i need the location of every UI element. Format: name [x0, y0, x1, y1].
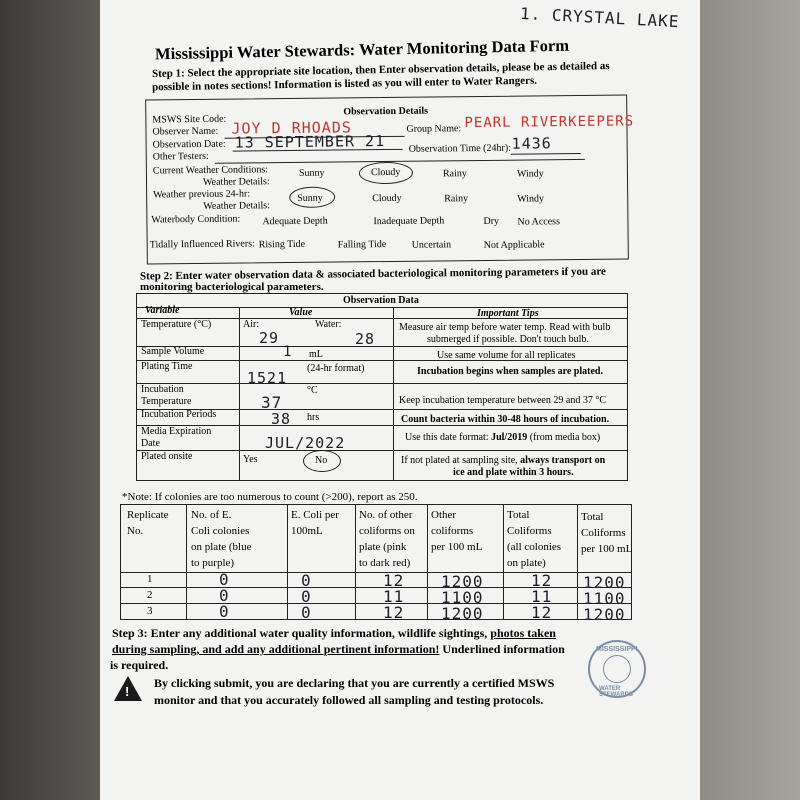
colony-table [120, 504, 633, 624]
plating-time-tip: Incubation begins when samples are plated. [417, 366, 603, 377]
current-weather-rainy[interactable]: Rainy [442, 168, 467, 180]
header-other-coliforms-on-plate: No. of other coliforms on plate (pink to dark red) [359, 509, 415, 569]
prev-weather-rainy[interactable]: Rainy [444, 193, 469, 205]
plating-time-value[interactable]: 1521 [247, 369, 288, 387]
desk-right [700, 0, 800, 800]
plated-onsite-selected-circle [303, 450, 341, 472]
col-variable-header: Variable [145, 305, 180, 316]
observation-details-box [145, 94, 635, 264]
current-weather-details-label: Weather Details: [202, 176, 270, 188]
observation-time-value[interactable]: 1436 [511, 134, 552, 153]
prev-weather-windy[interactable]: Windy [517, 193, 545, 205]
observation-details-title: Observation Details [343, 105, 429, 118]
table-row-1-ecoli[interactable]: 0 [219, 570, 230, 589]
incubation-periods-tip: Count bacteria within 30-48 hours of incubation. [401, 414, 610, 425]
group-name-value[interactable]: PEARL RIVERKEEPERS [464, 113, 635, 132]
current-weather-selected-circle [359, 162, 413, 185]
waterbody-dry[interactable]: Dry [483, 215, 500, 227]
water-temp-value[interactable]: 28 [355, 330, 376, 348]
observation-date-label: Observation Date: [152, 138, 226, 151]
table-row-2-replicate: 2 [147, 589, 153, 601]
table-row-1-other-coliforms[interactable]: 12 [383, 571, 405, 590]
table-row-1-other-per-100ml[interactable]: 1200 [441, 572, 484, 591]
table-row-2-ecoli-per-100ml[interactable]: 0 [301, 587, 312, 606]
incubation-periods-label: Incubation Periods [141, 409, 217, 420]
mississippi-water-stewards-seal: MISSISSIPPI WATER STEWARDS [588, 640, 646, 698]
plated-onsite-tip1: If not plated at sampling site, always transport on [401, 455, 606, 466]
plating-time-label: Plating Time [141, 361, 193, 372]
table-row-1-total-coliforms[interactable]: 12 [531, 571, 553, 590]
sample-volume-label: Sample Volume [141, 346, 205, 357]
temperature-tip2: submerged if possible. Don't touch bulb. [427, 334, 589, 345]
table-row-2-ecoli[interactable]: 0 [219, 586, 230, 605]
observation-date-value[interactable]: 13 SEPTEMBER 21 [234, 132, 386, 152]
header-other-coliforms-per-100ml: Other coliforms per 100 mL [431, 509, 483, 553]
incubation-periods-value[interactable]: 38 [271, 410, 292, 428]
header-ecoli-per-100ml: E. Coli per 100mL [291, 509, 339, 537]
step1-line2: possible in notes sections! Information is listed as you will enter to Water Rangers. [151, 74, 538, 94]
table-row-3-total-coliforms[interactable]: 12 [531, 603, 553, 622]
observation-data-title: Observation Data [343, 295, 419, 306]
header-total-coliforms: Total Coliforms (all colonies on plate) [507, 509, 562, 569]
media-expiration-label2: Date [141, 438, 160, 449]
sample-volume-value[interactable]: 1 [283, 344, 293, 360]
col-tips-header: Important Tips [477, 308, 539, 319]
warning-exclamation-icon: ! [125, 684, 130, 699]
tidal-uncertain[interactable]: Uncertain [411, 239, 452, 251]
air-temp-value[interactable]: 29 [259, 329, 280, 347]
observation-time-label: Observation Time (24hr): [408, 142, 511, 155]
prev-weather-cloudy[interactable]: Cloudy [372, 192, 402, 205]
header-ecoli-colonies: No. of E. Coli colonies on plate (blue to purple) [191, 509, 252, 569]
air-label: Air: [243, 319, 260, 330]
current-weather-sunny[interactable]: Sunny [298, 167, 325, 179]
temperature-label: Temperature (°C) [141, 319, 212, 330]
step1-line1: Step 1: Select the appropriate site location, then Enter observation details, please be as detailed as [151, 60, 610, 80]
table-row-2-total-coliforms[interactable]: 11 [531, 587, 553, 606]
incubation-temp-label1: Incubation [141, 384, 184, 395]
waterbody-inadequate[interactable]: Inadequate Depth [373, 215, 445, 228]
media-expiration-label1: Media Expiration [141, 426, 212, 437]
tidal-rising[interactable]: Rising Tide [258, 238, 306, 251]
form-title: Mississippi Water Stewards: Water Monitoring Data Form [154, 35, 570, 64]
sample-volume-tip: Use same volume for all replicates [437, 350, 576, 361]
table-row-3-other-per-100ml[interactable]: 1200 [441, 604, 484, 623]
table-row-3-ecoli-per-100ml[interactable]: 0 [301, 603, 312, 622]
corner-note: 1. CRYSTAL LAKE [519, 3, 680, 32]
plating-time-unit: (24-hr format) [307, 363, 365, 374]
tidal-not-applicable[interactable]: Not Applicable [483, 239, 545, 251]
table-row-2-total-per-100ml[interactable]: 1100 [583, 589, 626, 608]
table-row-1-total-per-100ml[interactable]: 1200 [583, 573, 626, 592]
incubation-temp-label2: Temperature [141, 396, 192, 407]
prev-weather-details-label: Weather Details: [203, 200, 270, 212]
current-weather-label: Current Weather Conditions: [152, 164, 269, 177]
sample-volume-unit: mL [309, 349, 323, 360]
incubation-temp-value[interactable]: 37 [261, 393, 283, 412]
step3-line1: Step 3: Enter any additional water quality information, wildlife sightings, photos taken [112, 626, 556, 640]
step3-line3: is required. [110, 658, 169, 672]
waterbody-no-access[interactable]: No Access [517, 216, 561, 228]
table-row-3-ecoli[interactable]: 0 [219, 602, 230, 621]
plated-onsite-no[interactable]: No [315, 455, 328, 466]
table-row-1-ecoli-per-100ml[interactable]: 0 [301, 571, 312, 590]
waterbody-adequate[interactable]: Adequate Depth [262, 215, 328, 228]
step2-line2: monitoring bacteriological parameters. [140, 281, 324, 293]
table-row-3-total-per-100ml[interactable]: 1200 [583, 605, 626, 624]
incubation-periods-unit: hrs [307, 412, 320, 423]
observer-name-value[interactable]: JOY D RHOADS [231, 118, 352, 138]
data-form-paper [100, 0, 700, 800]
observation-data-table [136, 293, 628, 481]
table-row-2-other-coliforms[interactable]: 11 [383, 587, 405, 606]
incubation-temp-unit: °C [307, 385, 318, 396]
step3-line2: during sampling, and add any additional pertinent information! Underlined information [112, 642, 565, 656]
table-row-1-replicate: 1 [147, 573, 153, 585]
media-expiration-value[interactable]: JUL/2022 [265, 434, 346, 452]
declaration-line2: monitor and that you accurately followed all sampling and testing protocols. [154, 693, 544, 707]
header-total-coliforms-per-100ml: Total Coliforms per 100 mL [581, 511, 633, 555]
colony-note: *Note: If colonies are too numerous to count (>200), report as 250. [122, 491, 418, 503]
observer-name-label: Observer Name: [152, 125, 219, 138]
incubation-temp-tip: Keep incubation temperature between 29 and 37 °C [399, 395, 606, 406]
current-weather-cloudy[interactable]: Cloudy [370, 166, 401, 179]
other-testers-label: Other Testers: [152, 150, 209, 163]
temperature-tip1: Measure air temp before water temp. Read with bulb [399, 322, 611, 333]
plated-onsite-label: Plated onsite [141, 451, 193, 462]
site-code-label: MSWS Site Code: [152, 113, 227, 126]
water-label: Water: [315, 319, 342, 330]
tidal-falling[interactable]: Falling Tide [337, 239, 387, 251]
media-expiration-tip: Use this date format: Jul/2019 (from media box) [405, 432, 601, 443]
table-row-3-replicate: 3 [147, 605, 153, 617]
prev-weather-label: Weather previous 24-hr: [153, 188, 251, 201]
table-row-2-other-per-100ml[interactable]: 1100 [441, 588, 484, 607]
prev-weather-sunny[interactable]: Sunny [297, 192, 323, 204]
waterbody-label: Waterbody Condition: [151, 213, 241, 226]
step2-line1: Step 2: Enter water observation data & associated bacteriological monitoring parameters if you are [139, 265, 606, 283]
col-value-header: Value [289, 307, 313, 318]
plated-onsite-yes[interactable]: Yes [243, 454, 258, 465]
plated-onsite-tip2: ice and plate within 3 hours. [453, 467, 574, 478]
tidal-label: Tidally Influenced Rivers: [149, 238, 255, 251]
table-row-3-other-coliforms[interactable]: 12 [383, 603, 405, 622]
prev-weather-selected-circle [289, 187, 335, 208]
desk-left [0, 0, 100, 800]
seal-drop-icon [603, 655, 631, 683]
group-name-label: Group Name: [406, 123, 462, 135]
declaration-line1: By clicking submit, you are declaring that you are currently a certified MSWS [154, 676, 555, 690]
header-replicate: Replicate No. [127, 509, 169, 537]
current-weather-windy[interactable]: Windy [516, 168, 544, 180]
